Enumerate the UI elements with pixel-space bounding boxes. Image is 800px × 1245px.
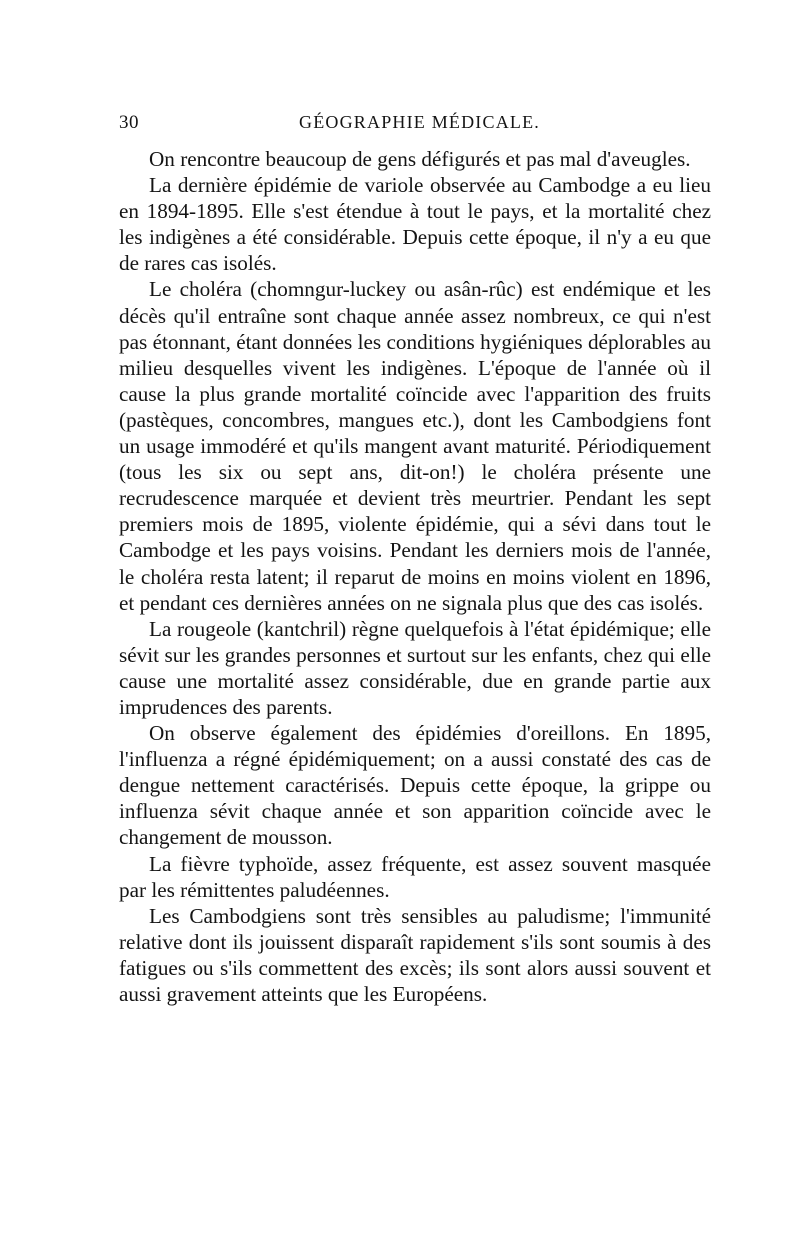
running-head [119,112,711,142]
body-text [119,146,711,1007]
paragraph-oreillons: On observe également des épidémies d'oreillons. En 1895, l'influenza a régné épidémiquement; on a aussi constaté des cas de dengue nettement caractérisés. Depuis cette époque, la grippe ou influenza sévit chaque année et son apparition coïncide avec le changement de mousson. [119,721,711,850]
paragraph-aveugles: On rencontre beaucoup de gens défigurés et pas mal d'aveugles. [149,147,691,171]
paragraph-variole: La dernière épidémie de variole observée au Cambodge a eu lieu en 1894-1895. Elle s'est étendue à tout le pays, et la mortalité chez les indigènes a été considérable. Depuis cette époque, il n'y a eu que de rares cas isolés. [119,173,711,276]
paragraph-cholera: Le choléra (chomngur-luckey ou asân-rûc) est endémique et les décès qu'il entraîne sont chaque année assez nombreux, ce qui n'est pas étonnant, étant données les conditions hygiéniques déplorables au milieu desquelles vivent les indigènes. L'époque de l'année où il cause la plus grande mortalité coïncide avec l'apparition des fruits (pastèques, concombres, mangues etc.), dont les Cambodgiens font un usage immodéré et qu'ils mangent avant maturité. Périodiquement (tous les six ou sept ans, dit-on!) le choléra présente une recrudescence marquée et devient très meurtrier. Pendant les sept premiers mois de 1895, violente épidémie, qui a sévi dans tout le Cambodge et les pays voisins. Pendant les derniers mois de l'année, le choléra resta latent; il reparut de moins en moins violent en 1896, et pendant ces dernières années on ne signala plus que des cas isolés. [119,277,711,615]
paragraph-paludisme: Les Cambodgiens sont très sensibles au paludisme; l'immunité relative dont ils jouissent disparaît rapidement s'ils sont soumis à des fatigues ou s'ils commettent des excès; ils sont alors aussi souvent et aussi gravement atteints que les Européens. [119,903,711,1006]
book-page [119,112,711,1007]
running-title: GÉOGRAPHIE MÉDICALE. [299,112,540,132]
paragraph-fievre-typhoide: La fièvre typhoïde, assez fréquente, est assez souvent masquée par les rémittentes paludéennes. [119,851,711,902]
page-number: 30 [119,112,139,133]
paragraph-rougeole: La rougeole (kantchril) règne quelquefois à l'état épidémique; elle sévit sur les grandes personnes et surtout sur les enfants, chez qui elle cause une mortalité assez considérable, due en grande partie aux imprudences des parents. [119,616,711,719]
